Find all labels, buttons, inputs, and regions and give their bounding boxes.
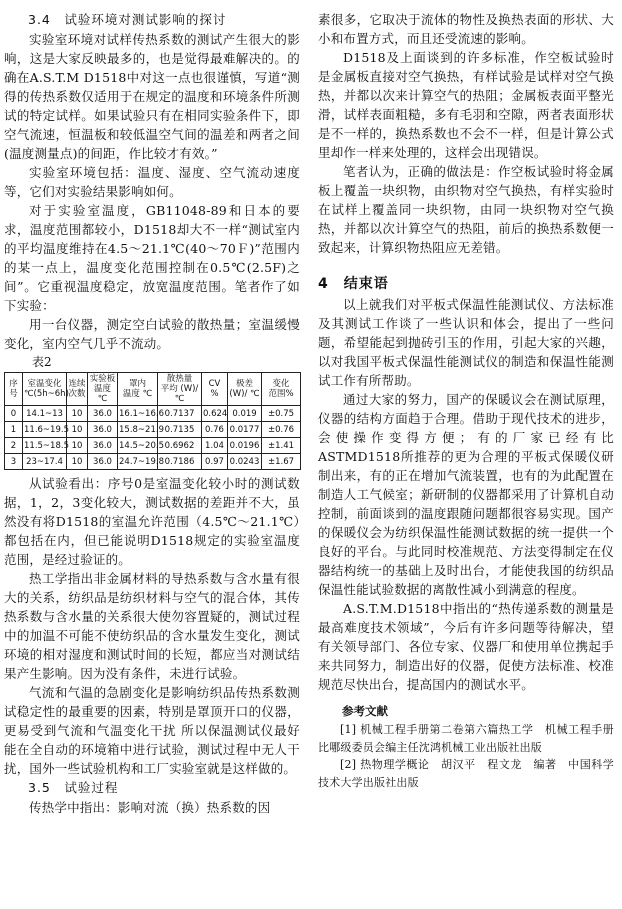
- table-row: [5, 454, 301, 470]
- references-heading: 参考文献: [342, 704, 388, 718]
- reference-item: [1] 机械工程手册第二卷第六篇热工学 机械工程手册比哪级委员会编主任沈鸿机械工业出版社出版: [318, 723, 614, 754]
- table-cell: 11.6~19.5: [23, 422, 67, 438]
- table-header-cell: 罩内 温度 ℃: [118, 373, 158, 406]
- paragraph: 从试验看出：序号0是室温变化较小时的测试数据，1，2，3变化较大，测试数据的差距并不大，虽然没有将D1518的室温允许范围（4.5℃～21.1℃）都包括在内，但已能说明D1518规定的实验室温度范围，是经过验证的。: [4, 476, 300, 567]
- reference-item: [2] 热物理学概论 胡汉平 程文龙 编著 中国科学技术大学出版社出版: [318, 758, 614, 789]
- table-cell: 16.1~16.6: [118, 406, 158, 422]
- table-cell: 0.019: [228, 406, 262, 422]
- table-row: [5, 438, 301, 454]
- table-cell: ±1.67: [262, 454, 301, 470]
- paragraph: 对于实验室温度，GB11048-89和日本的要求，温度范围都较小，D1518却大不一样“测试室内的平均温度维持在4.5～21.1℃(40～70Ｆ)”范围内的某一点上，温度变化范围控制在0.5℃(2.5F)之间”。它重视温度稳定，放宽温度范围。笔者作了如下实验：: [4, 203, 300, 313]
- paragraph: 通过大家的努力，国产的保暖议会在测试原理，仪器的结构方面趋于合理。借助于现代技术的进步，会使操作变得方便；有的厂家已经有比ASTMD1518所推荐的更为合理的平板式保暖仪研制出来，有的正在增加气流装置，也有的为此配置在制造人工气候室；新研制的仪器都采用了计算机自动控制，前面谈到的温度跟随问题都很容易实现。国产的保暖仪会为纺织保温性能测试数据的统一提供一个良好的平台。与此同时校准规范、方法变得制定在仪器结构统一的基础上及时出台，才能使我国的纺织品保温性能试验数据的离散性减小到满意的程度。: [318, 392, 614, 597]
- table-cell: 14.5~20.5: [118, 438, 158, 454]
- table-cell: 1.04: [202, 438, 228, 454]
- section-heading-3-4: 3.4 试验环境对测试影响的探讨: [28, 12, 227, 27]
- table-cell: 0.624: [202, 406, 228, 422]
- table-cell: 0.0243: [228, 454, 262, 470]
- table-cell: 1: [5, 422, 23, 438]
- table-cell: 0.0196: [228, 438, 262, 454]
- table-header-cell: 极差 (W)/ ℃: [228, 373, 262, 406]
- table-cell: ±0.76: [262, 422, 301, 438]
- paragraph: 实验室环境对试样传热系数的测试产生很大的影响，这是大家反映最多的，也是觉得最难解决的。的确在A.S.T.M D1518中对这一点也很谨慎，写道“测得的传热系数仅适用于在规定的温度和环境条件所测试的特定试样。如果试验只有在相同实验条件下，即空气流速，恒温板和较低温空气间的温差和两者之间(温度测量点)的间距，作比较才有效。”: [4, 32, 300, 161]
- right-column: [318, 10, 614, 791]
- paragraph: 气流和气温的急剧变化是影响纺织品传热系数测试稳定性的最重要的因素，特别是罩顶开口的仪器，更易受到气流和气温变化干扰 所以保温测试仪最好能在全自动的环境箱中进行试验，测试过程中无人干扰，国外一些试验机构和工厂实验室就是这样做的。: [4, 685, 300, 776]
- table-cell: 14.1~13: [23, 406, 67, 422]
- table-cell: 36.0: [88, 438, 118, 454]
- left-column: [4, 10, 300, 817]
- table-cell: 0.7186: [158, 454, 202, 470]
- table-row: [5, 406, 301, 422]
- table-caption: 表2: [32, 355, 52, 369]
- paragraph: 热工学指出非金属材料的导热系数与含水量有很大的关系，纺织品是纺织材料与空气的混合体，其传热系数与含水量的关系很大使勿容置疑的，测试过程中的加温不可能不使纺织品的含水量发生变化，测试环境的相对湿度和测试时间的长短，都应当对测试结果产生影响。因为没有条件，未进行试验。: [4, 571, 300, 681]
- table-header-cell: 散热量 平均 (W)/ ℃: [158, 373, 202, 406]
- section-heading-4: 4 结束语: [318, 276, 389, 292]
- paragraph: 笔者认为，正确的做法是：作空板试验时将金属板上覆盖一块织物，由织物对空气换热，有样实验时在试样上覆盖同一块织物，由同一块织物对空气换热，并都以次计算空气的热阻，前后的换热系数便一致起来，计算织物热阻应无差错。: [318, 164, 614, 255]
- table-cell: 36.0: [88, 406, 118, 422]
- paragraph: 实验室环境包括：温度、湿度、空气流动速度等，它们对实验结果影响如何。: [4, 165, 300, 199]
- table-header-cell: 变化 范围%: [262, 373, 301, 406]
- table-header-cell: 连续 次数: [67, 373, 88, 406]
- table-header-row: [5, 373, 301, 406]
- table-cell: 15.8~21.9: [118, 422, 158, 438]
- table-cell: ±0.75: [262, 406, 301, 422]
- table-cell: 24.7~19.8: [118, 454, 158, 470]
- paragraph: 素很多，它取决于流体的物性及换热表面的形状、大小和布置方式，而且还受流速的影响。: [318, 12, 614, 46]
- table-cell: 10: [67, 422, 88, 438]
- table-cell: 0.7135: [158, 422, 202, 438]
- table-cell: 11.5~18.5: [23, 438, 67, 454]
- table-row: [5, 422, 301, 438]
- table-cell: 0: [5, 406, 23, 422]
- table-cell: 10: [67, 438, 88, 454]
- table-cell: 10: [67, 406, 88, 422]
- table-header-cell: CV %: [202, 373, 228, 406]
- table-body: [5, 406, 301, 470]
- paragraph: D1518及上面谈到的许多标准，作空板试验时是金属板直接对空气换热，有样试验是试样对空气换热，并都以次来计算空气的热阻；金属板表面平整光滑，试样表面粗糙，多有毛羽和空隙，两者表面形状是不一样的，换热系数也不会不一样，但是计算公式里却作一样来处理的，这样会出现错误。: [318, 50, 614, 160]
- table-cell: 2: [5, 438, 23, 454]
- paragraph: 用一台仪器，测定空白试验的散热量；室温缓慢变化，室内空气几乎不流动。: [4, 317, 300, 351]
- table-cell: 10: [67, 454, 88, 470]
- table-cell: 0.0177: [228, 422, 262, 438]
- table-cell: 0.7137: [158, 406, 202, 422]
- table-cell: 36.0: [88, 422, 118, 438]
- table-cell: ±1.41: [262, 438, 301, 454]
- paragraph: 以上就我们对平板式保温性能测试仪、方法标准及其测试工作谈了一些认识和体会，提出了一些问题，希望能起到抛砖引玉的作用，引起大家的兴趣，以对我国平板式保温性能测试仪的制造和保温性能测试工作有所帮助。: [318, 297, 614, 388]
- paragraph: 传热学中指出：影响对流（换）热系数的因: [29, 800, 271, 815]
- table-cell: 36.0: [88, 454, 118, 470]
- section-heading-3-5: 3.5 试验过程: [28, 780, 119, 795]
- table-header-cell: 实验板 温度 ℃: [88, 373, 118, 406]
- table-cell: 0.6962: [158, 438, 202, 454]
- table-cell: 23~17.4: [23, 454, 67, 470]
- table-cell: 0.76: [202, 422, 228, 438]
- table-header-cell: 室温变化 ℃(5h~6h): [23, 373, 67, 406]
- paragraph: A.S.T.M.D1518中指出的“热传递系数的测量是最高难度技术领域”，今后有许多问题等待解决，望有关领导部门、各位专家、仪器厂和使用单位携起手来共同努力，制造出好的仪器，促使方法标准、校准规范尽快出台，提高国内的测试水平。: [318, 601, 614, 692]
- table-header-cell: 序号: [5, 373, 23, 406]
- data-table: [4, 372, 301, 470]
- table-cell: 0.97: [202, 454, 228, 470]
- table-cell: 3: [5, 454, 23, 470]
